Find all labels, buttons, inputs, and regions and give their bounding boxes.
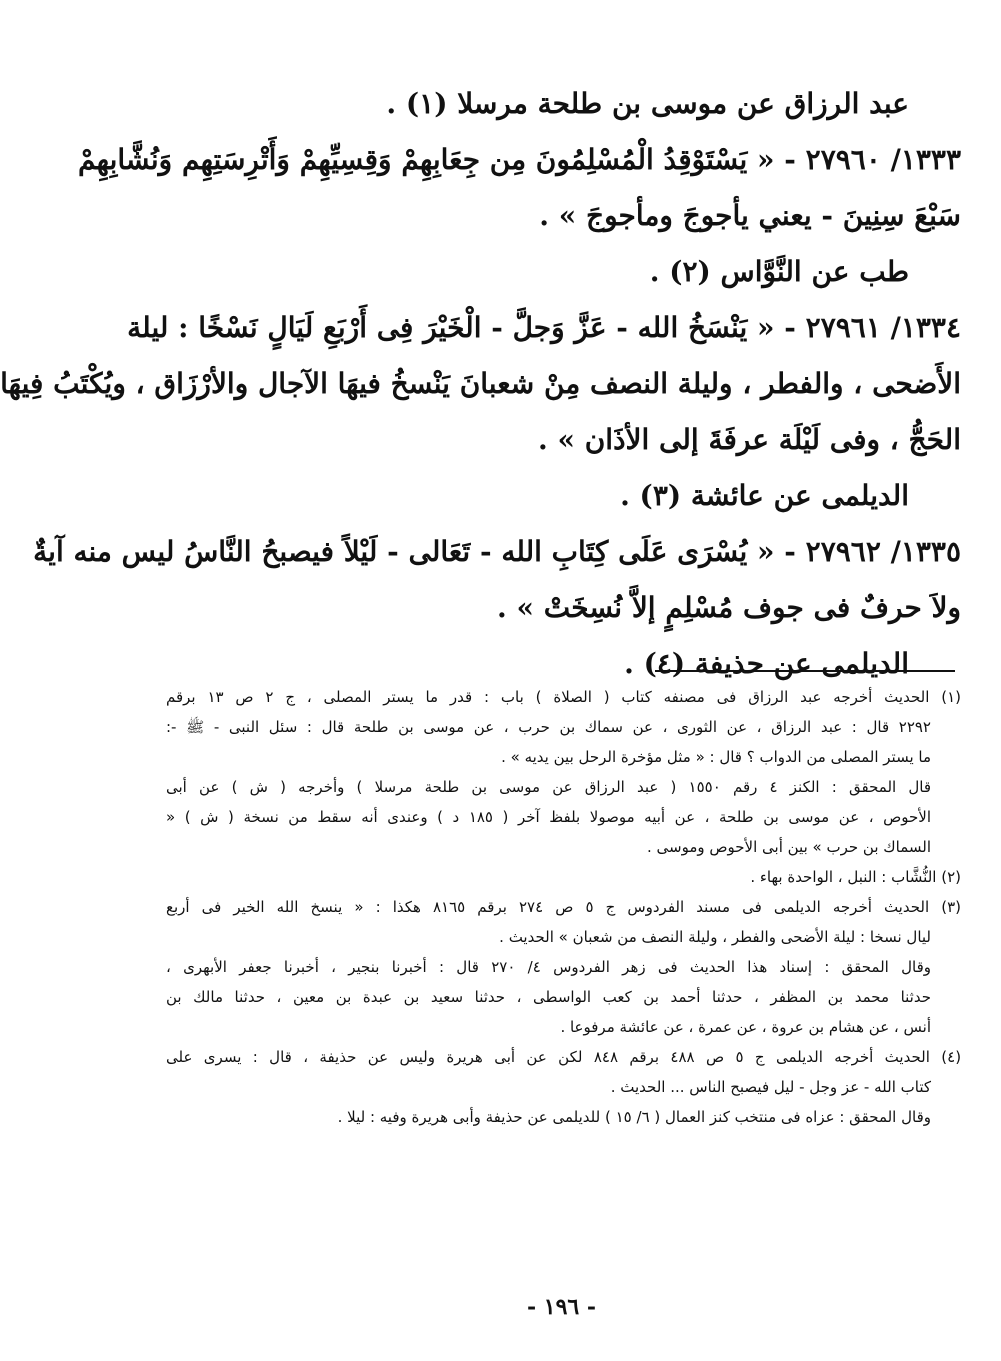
footnote-1-line: قال المحقق : الكنز ٤ رقم ١٥٥٠ ( عبد الرزاق عن موسى بن طلحة مرسلا ) وأخرجه ( ش ) عن أبى (166, 778, 932, 796)
hadith-1334-line-1: ١٣٣٤/ ٢٧٩٦١ - « يَنْسَخُ الله - عَزَّ وَجلَّ - الْخَيْرَ فِى أَرْبَعِ لَيَالٍ نَسْخًا : ليلة (127, 311, 961, 344)
hadith-1333-line-1: ١٣٣٣/ ٢٧٩٦٠ - « يَسْتَوْقِدُ الْمُسْلِمُونَ مِن جِعَابِهِمْ وَقِسِيِّهِمْ وَأَتْرِسَتِهِم وَنُشَّابِهِمْ (78, 143, 961, 176)
hadith-1333-line-2: سَبْعَ سِنِينَ - يعني يأجوجَ ومأجوجَ » . (539, 199, 961, 232)
hadith-1335-line-2: ولاَ حرفٌ فى جوف مُسْلِمٍ إلاَّ نُسِخَتْ » . (497, 591, 961, 624)
hadith-1334-line-2: الأَضحى ، والفطر ، وليلة النصف مِنْ شعبانَ يَنْسخُ فيهَا الآجال والأرْزَاق ، ويُكْتَبُ فِيهَا (0, 367, 961, 400)
footnote-1-line: الأحوص ، عن موسى بن طلحة ، عن أبيه موصولا بلفظ آخر ( ١٨٥ د ) وعندى أنه سقط من نسخة ( ش ) « (166, 808, 931, 826)
footnote-3-line: (٣) الحديث أخرجه الديلمى فى مسند الفردوس ج ٥ ص ٢٧٤ برقم ٨١٦٥ هكذا : « ينسخ الله الخير فى أربع (166, 898, 961, 916)
footnote-1-line: ما يستر المصلى من الدواب ؟ قال : « مثل مؤخرة الرحل بين يديه » . (501, 748, 931, 766)
footnote-4-line: وقال المحقق : عزاه فى منتخب كنز العمال ( ٦/ ١٥ ) للديلمى عن حذيفة وأبى هريرة وفيه : ليلا . (337, 1108, 931, 1126)
footnote-2-line: (٢) النُّشَّاب : النبل ، الواحدة بهاء . (750, 868, 961, 886)
footnote-3-line: أنس ، عن هشام بن عروة ، عن عمرة ، عن عائشة مرفوعا . (560, 1018, 931, 1036)
footnote-1-line: (١) الحديث أخرجه عبد الرزاق فى مصنفه كتاب ( الصلاة ) باب : قدر ما يستر المصلى ، ج ٢ ص ١٣ برقم (166, 688, 961, 706)
footnote-3-line: وقال المحقق : إسناد هذا الحديث فى زهر الفردوس ٤/ ٢٧٠ قال : أخبرنا بنجير ، أخبرنا جعفر الأبهرى ، (166, 958, 932, 976)
footnote-3-line: ليال نسخا : ليلة الأضحى والفطر ، وليلة النصف من شعبان » الحديث . (499, 928, 931, 946)
text-line: عبد الرزاق عن موسى بن طلحة مرسلا (١) . (386, 87, 909, 120)
footnote-1-line: ٢٢٩٢ قال : عبد الرزاق ، عن الثورى ، عن سماك بن حرب ، عن موسى بن طلحة قال : سئل النبى - ﷺ -: (166, 718, 931, 736)
source-attribution: الديلمى عن عائشة (٣) . (620, 479, 909, 512)
source-attribution: طب عن النَّوَّاس (٢) . (649, 255, 909, 288)
hadith-1335-line-1: ١٣٣٥/ ٢٧٩٦٢ - « يُسْرَى عَلَى كِتَابِ الله - تَعَالى - لَيْلاً فيصبحُ النَّاسُ ليس منه آيةٌ (33, 535, 961, 568)
footnote-3-line: حدثنا محمد بن المظفر ، حدثنا أحمد بن كعب الواسطى ، حدثنا سعيد بن عبدة بن معين ، حدثنا مالك بن (166, 988, 931, 1006)
hadith-1334-line-3: الحَجُّ ، وفى لَيْلَة عرفَةَ إلى الأذَان » . (538, 423, 961, 456)
main-text-block (0, 76, 961, 692)
footnote-1-line: السماك بن حرب » بين أبى الأحوص وموسى . (646, 838, 931, 856)
footnote-4-line: كتاب الله - عز وجل - ليل فيصبح الناس ... الحديث . (610, 1078, 931, 1096)
page-number: - ١٩٦ - (526, 1294, 597, 1320)
source-attribution: الديلمى عن حذيفة (٤) . (624, 647, 909, 680)
footnote-4-line: (٤) الحديث أخرجه الديلمى ج ٥ ص ٤٨٨ برقم ٨٤٨ لكن عن أبى هريرة وليس عن حذيفة ، قال : يسرى على (166, 1048, 962, 1066)
footnotes-block (166, 682, 961, 1132)
footnote-separator (655, 670, 955, 672)
